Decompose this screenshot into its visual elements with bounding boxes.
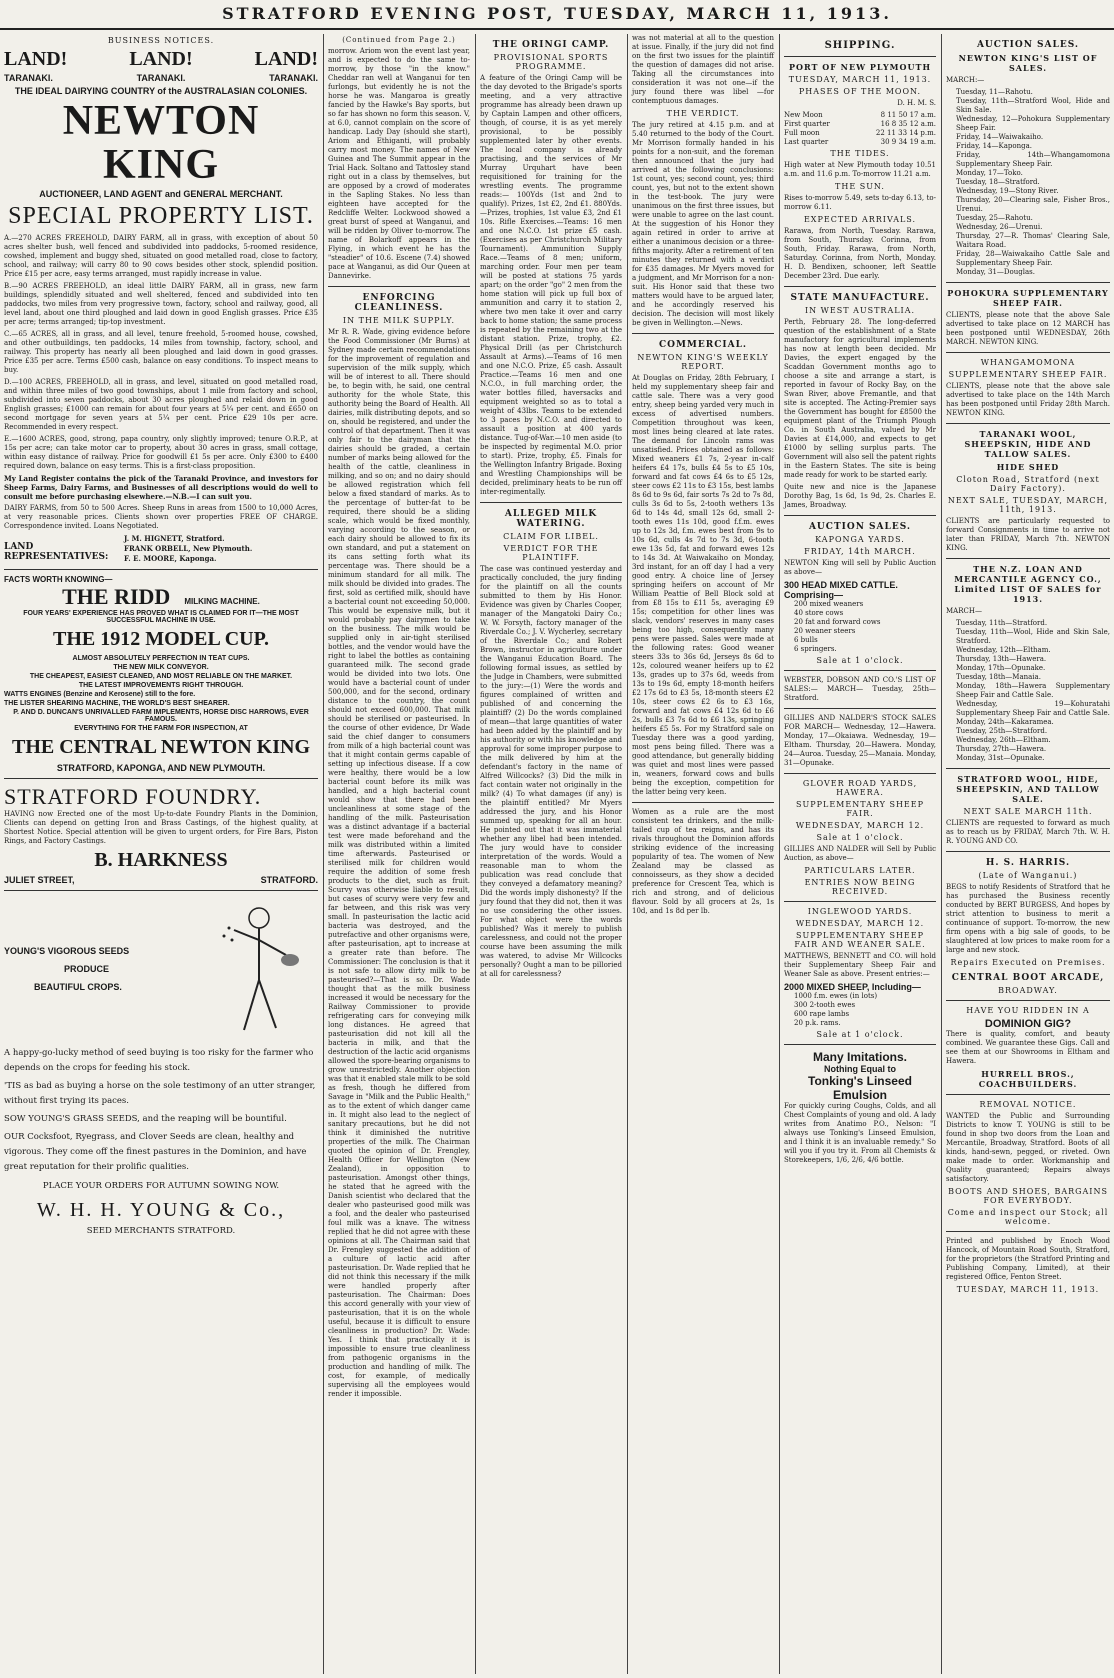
friday-date: FRIDAY, 14th MARCH. (804, 547, 916, 556)
divider (946, 1094, 1110, 1095)
moon-row (784, 138, 936, 147)
whh-young-name: W. H. H. YOUNG & Co., (36, 1199, 286, 1221)
sale-item: Wednesday, 26—Urenui. (956, 223, 1043, 231)
claim-libel-subheading: CLAIM FOR LIBEL. (503, 532, 599, 541)
place-orders-line: PLACE YOUR ORDERS FOR AUTUMN SOWING NOW. (42, 1181, 280, 1191)
beautiful-crops-line: BEAUTIFUL CROPS. (34, 982, 122, 992)
state-manufacture-article: Perth, February 28. The long-deferred question of the establishment of a State manufactory for agricultural implements has now at length been decided. Mr Davies, the expert engaged by the Scaddan Government months ago to choose a site and arrange a start, is reported in favour of Rocky Bay, on the Swan River, above Fremantle, and that site is accepted. The Acting-Premier says the Government has bought for £8500 the equipment plant of the Triumph Plough Co. in South Australia, valued by Mr Davies at £14,000, and expects to get £1000 by selling surplus parts. The Government will also sell the patent rights in the Eastern States. The site is being made ready for work to be started early. (784, 318, 936, 479)
auction-sales-heading: AUCTION SALES. (976, 40, 1080, 50)
loan-sales-list (946, 619, 1110, 763)
tides-text: High water at New Plymouth today 10.51 a.m. and 11.6 p.m. To-morrow 11.21 a.m. (784, 161, 936, 178)
come-inspect: Come and inspect our Stock; all welcome. (947, 1208, 1109, 1226)
auction-sales-heading: AUCTION SALES. (808, 522, 912, 532)
port-heading: PORT OF NEW PLYMOUTH (789, 62, 931, 72)
sale-item: Wednesday, 19—Stony River. (956, 187, 1059, 195)
whangamomona-heading: WHANGAMOMONA (980, 358, 1076, 367)
facts-heading: FACTS WORTH KNOWING— (4, 575, 113, 584)
whangamomona-sub: SUPPLEMENTARY SHEEP FAIR. (948, 370, 1108, 379)
continued-note: (Continued from Page 2.) (342, 36, 456, 44)
juliet-street: JULIET STREET, (4, 875, 75, 885)
sale-item: Tuesday, 11—Rahotu. (956, 88, 1033, 96)
land-word: LAND! (254, 48, 318, 70)
land-representatives (4, 534, 318, 564)
divider (784, 773, 936, 774)
glover-road-yards: GLOVER ROAD YARDS, HAWERA. (802, 779, 918, 797)
divider (946, 1000, 1110, 1001)
moon-phase-label: New Moon (784, 111, 823, 119)
divider (4, 890, 318, 891)
sale-item: Wednesday, 26th—Eltham. (956, 736, 1051, 744)
whangamomona-notice: CLIENTS, please note that the above sale advertised to take place on the 14th March has been postponed until Friday 28th March. NEWTON KING. (946, 382, 1110, 417)
dairy-farms-note: DAIRY FARMS, from 50 to 500 Acres. Sheep Runs in areas from 1500 to 10,000 Acres, at very reasonable prices. Clients shown over properties FREE OF CHARGE. Correspondence invited. Loans Negotiated. (4, 504, 318, 530)
rep-moore: F. E. MOORE, Kaponga. (124, 554, 217, 563)
divider (632, 802, 774, 803)
sheep-item: 20 p.k. rams. (794, 1019, 841, 1027)
gillies-sell: GILLIES AND NALDER will Sell by Public Auction, as above— (784, 845, 936, 862)
harkness-address (4, 875, 318, 885)
divider (946, 851, 1110, 852)
divider (946, 768, 1110, 769)
next-sale: NEXT SALE, TUESDAY, MARCH, 11th, 1913. (947, 496, 1109, 514)
printer-imprint: Printed and published by Enoch Wood Hancock, of Mountain Road South, Stratford, for the proprietors (the Stratford Printing and Publishing Company, Limited), at their registered Office, Fenton Street. (946, 1237, 1110, 1281)
property-b: B.—90 ACRES FREEHOLD, an ideal little DAIRY FARM, all in grass, new farm buildings, splendidly situated and well sheltered, fenced and subdivided into ten paddocks, two miles from very progressive town, factory, school and railway, good, all level land, about one third ploughed and laid down in good English grasses. Price £35 per acre; terms arranged; tip-top investment. (4, 282, 318, 326)
ideal-dairying: THE IDEAL DAIRYING COUNTRY of the AUSTRALASIAN COLONIES. (14, 86, 308, 96)
ridd-title: THE RIDD (62, 584, 171, 609)
entries-received: ENTRIES NOW BEING RECEIVED. (804, 878, 916, 896)
divider (946, 1231, 1110, 1232)
seed-verse-1: A happy-go-lucky method of seed buying is too risky for the farmer who depends on the crops for feeding his stock. (4, 1048, 314, 1073)
auctioneer-line: AUCTIONEER, LAND AGENT and GENERAL MERCHANT. (39, 189, 283, 199)
central-boot-arcade: CENTRAL BOOT ARCADE, (951, 973, 1105, 983)
sale-item: Thursday, 27—R. Thomas' Clearing Sale, Waitara Road. (956, 232, 1110, 249)
tonkings-body: For quickly curing Coughs, Colds, and all Chest Complaints of young and old. A lady writes from Anatimo P.O., Nelson: "I always use Tonking's Linseed Emulsion, and I think it is an invaluable remedy." So will you if you try it. From all Chemists & Storekeepers, 1/6, 2/6, 4/6 bottle. (784, 1102, 936, 1164)
tides-heading: THE TIDES. (830, 149, 890, 158)
rep-hignett: J. M. HIGNETT, Stratford. (124, 534, 225, 543)
divider (784, 708, 936, 709)
verdict-heading: THE VERDICT. (666, 109, 740, 118)
sale-time: Sale at 1 o'clock. (816, 1030, 904, 1039)
watts-engines-line: WATTS ENGINES (Benzine and Kerosene) still to the fore. (4, 691, 196, 698)
reps-label: LAND REPRESENTATIVES: (4, 542, 109, 562)
moon-columns: D. H. M. S. (897, 99, 936, 107)
moon-phases-heading: PHASES OF THE MOON. (798, 87, 922, 96)
sale-item: Wednesday, 19—Kohuratahi Supplementary Sheep Fair and Cattle Sale. (956, 700, 1110, 717)
harris-late: (Late of Wanganui.) (978, 871, 1078, 880)
property-a: A.—270 ACRES FREEHOLD, DAIRY FARM, all in grass, with exception of about 50 acres shelter bush, well fenced and subdivided into paddocks, 5-roomed residence, cowshed, implement and buggy shed, situated on good metalled road, close to factory, school, and railway; will carry 80 to 90 cows besides other stock, splendid position. Price £15 per acre, easy terms arranged, must rapidly increase in value. (4, 234, 318, 278)
verdict-article: The jury retired at 4.15 p.m. and at 5.40 returned to the body of the Court. Mr Morrison formally handed in his points for a non-suit, and the foreman then announced that the jury had arrived at the following conclusions: 1st count, yes; second count, yes; third count, yes, but not to the extent shown in the test-book. The jury were unanimous on the first three issues, but were unable to agree on the last count. At the suggestion of his Honor they again retired in order to arrive at either a unanimous decision or a three-fifths majority. After a retirement of ten minutes they returned with a verdict for £35 damages. Mr Myers moved for a judgment, and Mr Morrison for a non-suit. His Honor said that these two matters would have to be argued later, and he accordingly reserved his decision. The decision will most likely be given in Wellington.—News. (632, 121, 774, 327)
weekly-report-subheading: NEWTON KING'S WEEKLY REPORT. (637, 353, 769, 371)
hide-shed: HIDE SHED (996, 462, 1060, 472)
everything-line: EVERYTHING FOR THE FARM FOR INSPECTION, AT (74, 725, 248, 732)
arrivals-heading: EXPECTED ARRIVALS. (803, 215, 917, 224)
land-word: LAND! (129, 48, 193, 70)
sale-item: Wednesday, 12th—Eltham. (956, 646, 1051, 654)
broadway-line: BROADWAY. (998, 986, 1058, 995)
divider (4, 569, 318, 570)
cheapest-line: THE CHEAPEST, EASIEST CLEANED, AND MOST RELIABLE ON THE MARKET. (29, 673, 293, 680)
divider (784, 286, 936, 287)
sale-time: Sale at 1 o'clock. (816, 833, 904, 842)
divider (632, 333, 774, 334)
sheep-list (784, 992, 936, 1028)
seed-verse-2: 'TIS as bad as buying a horse on the sole testimony of an utter stranger, without first trying its paces. (4, 1081, 316, 1106)
taranaki-word: TARANAKI. (4, 73, 53, 83)
sheep-item: 1000 f.m. ewes (in lots) (794, 992, 878, 1000)
young-notice: CLIENTS are requested to forward as much as to reach us by FRIDAY, March 7th. W. H. R. YOUNG AND CO. (946, 819, 1110, 845)
milk-watering-heading: ALLEGED MILK WATERING. (504, 509, 598, 529)
divider (328, 286, 470, 287)
sale-item: Thursday, 20—Clearing sale, Fisher Bros., Urenui. (956, 196, 1110, 213)
repairs-line: Repairs Executed on Premises. (950, 958, 1106, 967)
sale-item: Tuesday, 11th—Stratford Wool, Hide and Skin Sale. (956, 97, 1110, 114)
sheep-item: 600 rape lambs (794, 1010, 850, 1018)
libel-article-continued: was not material at all to the question at issue. Finally, if the jury did not find on the first two issues for the plaintiff the question of damages did not arise. Taking all the circumstances into consideration it was not one—if the jury found there was libel —for contemptuous damages. (632, 34, 774, 105)
cattle-item: 200 mixed weaners (794, 600, 864, 608)
newton-king-sell: NEWTON King will sell by Public Auction as above— (784, 559, 936, 576)
oringi-camp-heading: THE ORINGI CAMP. (492, 40, 610, 50)
moon-phase-time: 8 11 50 17 a.m. (880, 111, 936, 119)
shipping-heading: SHIPPING. (824, 40, 896, 51)
moon-phase-time: 16 8 35 12 a.m. (880, 120, 936, 128)
sale-item: Monday, 31st—Opunake. (956, 754, 1045, 762)
cattle-item: 6 bulls (794, 636, 818, 644)
stratford-town: STRATFORD. (260, 875, 318, 885)
ridden-line: HAVE YOU RIDDEN IN A (966, 1006, 1090, 1015)
wednesday-date: WEDNESDAY, MARCH 12. (795, 919, 925, 928)
inglewood-yards: INGLEWOOD YARDS. (807, 907, 913, 916)
particulars-later: PARTICULARS LATER. (804, 866, 916, 875)
moon-phase-time: 22 11 33 14 p.m. (875, 129, 936, 137)
removal-heading: REMOVAL NOTICE. (979, 1100, 1077, 1109)
milk-supply-subheading: IN THE MILK SUPPLY. (342, 316, 456, 325)
divider (480, 502, 622, 503)
stratford-foundry-title: STRATFORD FOUNDRY. (4, 784, 262, 809)
sale-item: Friday, 14—Waiwakaiho. (956, 133, 1044, 141)
weekly-report-article: At Douglas on Friday, 28th February, I held my supplementary sheep fair and cattle sale. There was a very good entry, sheep being yarded very much in excess of advertised numbers. Competition throughout was keen, most lines being cleared at late rates. The demand for Lincoln rams was unsatisfied. Prices obtained as follows: Mixed weaners £1 7s, 2-year in-calf heifers £4 17s, bulls £4 5s to £5 10s, forward and fat cows £4 6s to £5 12s, steer cows £2 11s to £3 15s, best lambs 8s 6d to 9s 6d, fair sorts 7s 2d to 7s 8d, culls 3s 6d to 5s, 2-tooth wethers 13s 6d to 14s 4d, small 12s 6d, small 2-tooth ewes 11s 10d, good f.f.m. ewes up to 12s 3d, f.m. ewes best from 9s to 10s 6d, culls 4s 7d to 7s 3d, 6-tooth ewe 13s 5d, fat and forward ewes 12s to 14s 3d. At Waiwakaiho on Monday, 3rd instant, for an off day I had a very good entry. A choice line of Jersey springing heifers on account of Mr William Peattie of Bell Block sold at from £8 15s to £11 5s, averaging £9 15s; competition for other lines was slack, vendors' reserves in many cases being too high, consequently many pens were passed. Sales were made at the following rates: Good weaner steers 33s to 36s 6d, Jerseys 8s 6d to 12s, coloured weaner heifers up to £2 13s, grades up to 37s 6d, weeds from 13s to 19s 6d, empty 18-month heifers £2 17s 6d to £3 5s, 18-month steers £2 10s, steer cows £2 6s to £3 16s, forward and fat cows £4 12s 6d to £6 2s, bulls £3 7s 6d to £6 13s, springing heifers £5 5s. For my Stratford sale on Tuesday there was a good yarding, most pens being filled. There was a good attendance, but generally bidding was quiet and most lines were passed in, weaners, forward cows and bulls being the exception, competition for the latter being very keen. (632, 374, 774, 796)
land-register-note: My Land Register contains the pick of the Taranaki Province, and investors for Sheep Farms, Dairy Farms, and Businesses of all descriptions would do well to consult me before purchasing elsewhere.—N.B.—I can suit you. (4, 474, 318, 501)
sale-time: Sale at 1 o'clock. (816, 656, 904, 665)
wednesday-date: WEDNESDAY, MARCH 12. (795, 821, 925, 830)
nothing-equal: Nothing Equal to (824, 1064, 896, 1074)
property-e: E.—1600 ACRES, good, strong, papa country, only slightly improved; tenure O.R.P., at 15s per acre; can take motor car to property, about 30 acres in grass, small cottage, within easy distance of railway. Price for goodwill £1 5s per acre. Only £300 to £400 required down, balance on easy terms. This is a first-class proposition. (4, 435, 318, 470)
sale-item: Friday, 14th—Whangamomona Supplementary Sheep Fair. (956, 151, 1110, 168)
harkness-name: B. HARKNESS (94, 849, 228, 871)
sale-item: Thursday, 27th—Hawera. (956, 745, 1047, 753)
dominion-gig: DOMINION GIG? (984, 1018, 1072, 1030)
moon-row (784, 111, 936, 120)
divider (784, 670, 936, 671)
taranaki-word: TARANAKI. (269, 73, 318, 83)
enforcing-cleanliness-heading: ENFORCING CLEANLINESS. (354, 293, 444, 313)
sale-item: Friday, 14—Kaponga. (956, 142, 1032, 150)
rep-orbell: FRANK ORBELL, New Plymouth. (124, 544, 253, 553)
newton-king-list: NEWTON KING'S LIST OF SALES. (958, 53, 1098, 73)
cloton-road: Cloton Road, Stratford (next Dairy Factory). (956, 475, 1100, 493)
column-commercial (628, 34, 778, 1674)
hurrell-bros: HURRELL BROS., COACHBUILDERS. (978, 1069, 1078, 1089)
matthews-bennett-sale: MATTHEWS, BENNETT and CO. will hold their Supplementary Sheep Fair and Weaner Sale as above. Present entries:— (784, 952, 936, 978)
pohokura-notice: CLIENTS, please note that the above Sale advertised to take place on 12 MARCH has been postponed until WEDNESDAY, 26th MARCH. NEWTON KING. (946, 311, 1110, 346)
arrivals-text: Rarawa, from North, Tuesday. Rarawa, from South, Thursday. Corinna, from South, Friday. Rarawa, from North, Saturday. Corinna, from North, Monday. H. D. Bendixen, schooner, left Seattle December 23rd. Due early. (784, 227, 936, 280)
verdict-subheading: VERDICT FOR THE PLAINTIFF. (503, 544, 599, 562)
column-business-notices (0, 34, 322, 1674)
dorothy-bag-ad: Quite new and nice is the Japanese Dorothy Bag, 1s 6d, 1s 9d, 2s. Charles E. James, Broadway. (784, 483, 936, 509)
property-d: D.—100 ACRES, FREEHOLD, all in grass, and level, situated on good metalled road, and within three miles of two good townships, about 1 mile from factory and school, subdivided into seven paddocks, about 30 acres ploughed and relaid down in good English grasses; £1000 can remain for about four years at 5¼ per cent. and £650 on second mortgage for seven years at 5¼ per cent. Price £29 10s per acre. Recommended in every respect. (4, 378, 318, 431)
moon-row (784, 120, 936, 129)
young-seeds-line: YOUNG'S VIGOROUS SEEDS (4, 946, 130, 956)
next-sale-march: NEXT SALE MARCH 11th. (963, 807, 1093, 816)
sale-item: Tuesday, 11th—Stratford. (956, 619, 1048, 627)
newton-king-title: NEWTON KING (62, 98, 260, 188)
moon-phase-label: Full moon (784, 129, 820, 137)
sun-text: Rises to-morrow 5.49, sets to-day 6.13, to-morrow 6.11. (784, 194, 936, 211)
racing-notes: morrow. Ariom won the event last year, and is expected to do the same to-morrow, by those "in the know." Cheddar ran well at Wanganui for ten furlongs, but evidently he is not the horse he was. Mangaroa is greatly fancied by the Hawke's Bay sports, but so far has shown no form this season. V, at 6.0, cannot complain on the score of handicap. Lady Day (should she start), Ariom and Ethiganti, will probably carry most money. The names of New Guinea and The Summit appear in the Trial Hack. Soltano and Tattosley stand right out in a class by themselves, but are opposed by a crowd of moderates in the Sapling Stakes. No less than eighteen have accepted for the Redcliffe Welter. Lockwood showed a great burst of speed at Wanganui, and will be ridden by Oliver to-morrow. The name of Bolarkoff appears in the Flying, in which event he has the "steadier" of 10.6. Escene (7.4) showed pace at Wanganui, as did Our Queen at Dannevirke. (328, 47, 470, 280)
sale-item: Tuesday, 11th—Wool, Hide and Skin Sale, Stratford. (956, 628, 1110, 645)
march-label: MARCH— (946, 607, 982, 615)
seed-verse-4: OUR Cocksfoot, Ryegrass, and Clover Seeds are clean, healthy and vigorous. They come off the finest pastures in the Dominion, and have great reputation for their prolific qualities. (4, 1132, 307, 1172)
sales-list (946, 88, 1110, 277)
nz-loan-heading: THE N.Z. LOAN AND MERCANTILE AGENCY CO., Limited LIST OF SALES for 1913. (954, 564, 1102, 604)
sale-item: Monday, 24th—Kakaramea. (956, 718, 1054, 726)
sale-item: Thursday, 13th—Hawera. (956, 655, 1047, 663)
seed-merchants-line: SEED MERCHANTS STRATFORD. (86, 1226, 236, 1236)
libel-article: The case was continued yesterday and practically concluded, the jury finding for the plaintiff on all the counts submitted to them by His Honor. Evidence was given by Charles Cooper, manager of the Mangatoki Dairy Co.; W. W. Forsyth, factory manager of the Riverdale Co.; J. V. Wycherley, secretary of the Riverdale Co.; and Robert Brown, instructor in agriculture under the Wanganui Education Board. The following formal issues, as settled by the Judge in Chambers, were submitted to the jury:—(1) Were the words and figures complained of written and published of and concerning the plaintiff? (2) Do the words complained of mean—that large quantities of water had been added by the plaintiff and by his authority or with his knowledge and approval for some improper purpose to the milk delivered by him at the defendant's factory in the name of Alfred Willcocks? (3) Did the milk in fact contain water not originally in the milk? (4) To what damages (if any) is the plaintiff entitled? Mr Myers addressed the jury, and his Honor summed up, speaking for all an hour. He pointed out that it was immaterial whether any libel had been intended. The jury would have to consider interpretation of the words. Would a reasonable man to whom the publication was read conclude that they conveyed a defamatory meaning? Did the words imply dishonesty? If the jury found that they did not, then it was no use considering the other issues. For what object were the words published? Was it merely to publish carelessness, and could not the proper course have been assuming the milk was watered, to advise Mr Willcocks personally? Ought a man to be pilloried at all for carelessness? (480, 565, 622, 978)
divider (4, 778, 318, 779)
divider (946, 282, 1110, 283)
milk-supply-article: Mr R. R. Wade, giving evidence before the Food Commissioner (Mr Burns) at Sydney made certain recommendations for the improvement of regulation and supervision of the milk supply, which will be of interest to all. There should be, to begin with, he said, one central authority for the whole State, this authority being the Board of Health. All dairies, milk distributing depots, and so on, should be registered, and under the control of that department. Then it was only fair to the dairyman that the dairies should be graded, a certain number of marks being allowed for the health of the cattle, cleanliness in milking, and so on; and no dairy should be allowed registration which fell below a fixed standard of marks. As to the percentage of butter-fat to be required, there should be a sliding scale, which would be fixed monthly, varying according to the season, or each dairy should be allowed to fix its own standard, and put a statement on its cans setting forth what its percentage was. There should be a minimum standard for all milk. The milk should be divided into grades. The first, sold as certified milk, should have a bacterial count not exceeding 50,000. This would be expensive milk, but it would probably pay dairymen to take on the business. The milk would be supplied only in air-tight sterilised bottles, and the vendor would have the right to label the bottles as containing guaranteed milk. The second grade would be divided into two lots. One would have a bacterial count of under 500,000, and for the second, ordinary distance to the country, the count should not exceed 600,000. That milk should be sterilised or pasteurised. In the course of other evidence, Dr Wade said the chief danger to consumers from milk of a high bacterial count was that it might contain germs capable of setting up infectious disease. If a cow were healthy, there would be a low bacterial count before its milk was handled, and a high bacterial count would show that there had been uncleanliness at some stage of the handling of the milk. Pasteurisation was a distinct advantage if a bacterial test were made beforehand and the milk was distributed within a limited time afterwards. Pasteurised or sterilised milk for children would require the addition of some fresh products to the diet, such as fruit. Scurvy was otherwise liable to result, but cases of scurvy were very few and far between, and this risk was very small. In pasteurisation the lactic acid bacteria was destroyed, and the putrefactive and other organisms were, after pasteurisation, apt to increase at a greater rate than before. The Commissioner: The conclusion is that it is not safe to allow dirty milk to be pasteurised?—That is so. Dr. Wade thought that as the milk business increased it would be necessary for the Railway Commissioner to provide refrigerating cars for conveying milk long distances. He agreed that pasteurisation did not kill all the bacteria in milk, and that the destruction of the lactic acid organisms allowed the spore-bearing organisms to grow unrestrictedly. Another objection was that it enabled stale milk to be sold as fresh, though he differed from Savage in "Milk and the Public Health," as to the extent of which danger came in. It might also lead to the neglect of sanitary precautions, but he did not think it diminished the nutritive properties of the milk. The Chairman quoted the opinion of Dr. Frengley, Health Officer for Wellington (New Zealand), in opposition to pasteurisation. Amongst other things, he stated that he agreed with the Danish scientist who declared that the dealer who pasteurised good milk was a fool, and the dealer who pasteurised foul milk was a knave. The witness replied that he did not agree with these opinions at all. The Chairman said that Dr. Frengley suggested the addition of a culture of lactic acid after pasteurisation. Dr. Wade replied that he did not think this necessary if the milk were handled properly after pasteurisation. The Chairman: Does this accord generally with your view of pasteurisation, that it is on the whole useful, because it is difficult to ensure cleanliness in production? Dr. Wade: Yes. I think that practically it is impossible to ensure true cleanliness from pathogenic organisms in the production and handling of milk. The cost, for example, of medically supervising all the employees would render it impossible. (328, 328, 471, 1398)
moon-table (784, 111, 936, 147)
divider (946, 352, 1110, 353)
moon-phase-label: Last quarter (784, 138, 829, 146)
moon-phase-time: 30 9 34 19 a.m. (880, 138, 936, 146)
wool-sales-heading: TARANAKI WOOL, SHEEPSKIN, HIDE AND TALLOW SALES. (964, 429, 1092, 459)
divider (784, 56, 936, 57)
west-australia-subheading: IN WEST AUSTRALIA. (804, 306, 916, 315)
consignments-notice: CLIENTS are particularly requested to forward Consignments in time to arrive not later than FRIDAY, March 7th. NEWTON KING. (946, 517, 1110, 552)
many-imitations: Many Imitations. (812, 1050, 907, 1064)
seed-verse-3: SOW YOUNG'S GRASS SEEDS, and the reaping will be bountiful. (4, 1114, 287, 1124)
moon-phase-label: First quarter (784, 120, 830, 128)
model-cup-title: THE 1912 MODEL CUP. (53, 628, 269, 650)
sale-item: Tuesday, 18—Stratford. (956, 178, 1040, 186)
taranaki-word: TARANAKI. (136, 73, 186, 83)
divider (784, 901, 936, 902)
sale-item: Monday, 18th—Hawera Supplementary Sheep Fair and Cattle Sale. (956, 682, 1110, 699)
removal-notice: WANTED the Public and Surrounding Districts to know T. YOUNG is still to be found in shop two doors from the Loan and Mercantile, Broadway, Stratford. Boots of all kinds, hand-sewn, pegged, or riveted. Own make made to order. Workmanship and Quality guaranteed; Repairs always satisfactory. (946, 1112, 1110, 1183)
supplementary-weaner-sale: SUPPLEMENTARY SHEEP FAIR AND WEANER SALE. (794, 931, 926, 949)
column-auction-sales (942, 34, 1114, 1674)
cattle-item: 20 fat and forward cows (794, 618, 881, 626)
column-oringi-camp (476, 34, 626, 1674)
property-c: C.—65 ACRES, all in grass, and all level, tenure freehold, 5-roomed house, cowshed, and other outbuildings, ten paddocks, 14 miles from township, factory, school, and railway. This property has nearly all been ploughed and laid down in good grasses. Price £35 per acre. Terms £500 cash, balance on easy conditions. To inspect means to buy. (4, 330, 318, 374)
lister-line: THE LISTER SHEARING MACHINE, THE WORLD'S BEST SHEARER. (4, 700, 230, 707)
boots-shoes: BOOTS AND SHOES, BARGAINS FOR EVERYBODY. (948, 1187, 1108, 1205)
mixed-sheep-heading: 2000 MIXED SHEEP, Including— (784, 982, 921, 992)
teat-cups-line: ALMOST ABSOLUTELY PERFECTION IN TEAT CUPS. (72, 655, 250, 662)
column-milk-supply (324, 34, 474, 1674)
land-word: LAND! (4, 48, 68, 70)
masthead: STRATFORD EVENING POST, TUESDAY, MARCH 11, 1913. (0, 0, 1114, 30)
column-shipping (780, 34, 940, 1674)
shipping-date: TUESDAY, MARCH 11, 1913. (788, 75, 932, 84)
cattle-item: 40 store cows (794, 609, 844, 617)
sports-programme-subheading: PROVISIONAL SPORTS PROGRAMME. (493, 53, 609, 71)
milking-machine-label: MILKING MACHINE. (184, 597, 260, 606)
duncan-line: P. AND D. DUNCAN'S UNRIVALLED FARM IMPLEMENTS, HORSE DISC HARROWS, EVER FAMOUS. (13, 709, 309, 723)
notices-heading: BUSINESS NOTICES. (107, 36, 215, 45)
divider (946, 423, 1110, 424)
sheep-item: 300 2-tooth ewes (794, 1001, 856, 1009)
commercial-heading: COMMERCIAL. (658, 340, 748, 350)
taranaki-row (4, 73, 318, 83)
cattle-item: 20 weaner steers (794, 627, 856, 635)
produce-line: PRODUCE (64, 964, 110, 974)
pohokura-heading: POHOKURA SUPPLEMENTARY SHEEP FAIR. (947, 288, 1109, 308)
gillies-nalder-sales: GILLIES AND NALDER'S STOCK SALES FOR MARCH— Wednesday, 12—Hawera. Monday, 17—Okaiawa. Wednesday, 19—Eltham. Thursday, 20—Hawera. Monday, 24—Auroa. Tuesday, 25—Manaia. Monday, 31—Opunake. (784, 714, 936, 767)
divider (784, 515, 936, 516)
sale-item: Monday, 31—Douglas. (956, 268, 1035, 276)
cattle-item: 6 springers. (794, 645, 837, 653)
gig-notice: There is quality, comfort, and beauty combined. We guarantee these Gigs. Call and see them at our Showrooms in Eltham and Hawera. (946, 1030, 1110, 1065)
harris-notice: BEGS to notify Residents of Stratford that he has purchased the Business recently conducted by BERT BURGESS, And hopes by strict attention to business to merit a continuance of support. To-morrow, the new firm opens with a big sale of goods, to be slaughtered at low prices to make room for a large and new stock. (946, 883, 1110, 954)
stratford-wool-heading: STRATFORD WOOL, HIDE, SHEEPSKIN, AND TALLOW SALE. (956, 774, 1100, 804)
sale-item: Tuesday, 25th—Stratford. (956, 727, 1048, 735)
milk-conveyor-line: THE NEW MILK CONVEYOR. (113, 664, 209, 671)
crescent-tea-ad: Women as a rule are the most consistent tea drinkers, and the milk-tailed cup of tea reigns, and has its rivals throughout the Dominion affords striking evidence of the increasing popularity of tea. The women of New Zealand may be classed as connoisseurs, as they show a decided preference for Crescent Tea, which is rich and strong, and of delicious flavour. Sold by all grocers at 2s, 1s 10d, and 1s 8d per lb. (632, 808, 774, 915)
land-banner (4, 48, 318, 71)
sun-heading: THE SUN. (835, 182, 885, 191)
branches-line: STRATFORD, KAPONGA, AND NEW PLYMOUTH. (56, 763, 266, 773)
mixed-cattle-heading: 300 HEAD MIXED CATTLE. Comprising— (784, 580, 898, 600)
divider (946, 558, 1110, 559)
sale-item: Friday, 28—Waiwakaiho Cattle Sale and Supplementary Sheep Fair. (956, 250, 1110, 267)
divider (784, 1044, 936, 1045)
central-newton-king: THE CENTRAL NEWTON KING (11, 736, 311, 758)
sale-item: Wednesday, 12—Pohokura Supplementary Sheep Fair. (956, 115, 1110, 132)
kaponga-yards: KAPONGA YARDS. (815, 535, 905, 544)
supplementary-fair: SUPPLEMENTARY SHEEP FAIR. (796, 800, 924, 818)
camp-article: A feature of the Oringi Camp will be the day devoted to the Brigade's sports meeting, and a very attractive programme has already been drawn up by Captain Lampen and other officers, though, of course, it is as yet merely provisional, to be possibly supplemented later by other events. The local company is already practising, and the services of Mr Murray Urquhart have been requisitioned for training for the wrestling events. The programme reads:— 100Yds (1st and 2nd to qualify). Prizes, 1st £2, 2nd £1. 880Yds.—Prizes, trophies, 1st value £3, 2nd £1 10s. Rifle Exercises.—Teams: 16 men and one N.C.O. 1st prize £5 cash. (Exercises as per Christchurch Military Tournament). Ammunition Supply Race.—Teams of 8 men; uniform, marching order. Four men per team will be posted at stations 75 yards apart; on the order "go" 2 men from the home station will pick up full box of ammunition and carry it to station 2, where two men take it over and carry back to home station; the same process is repeated by the remaining two at the distant station. Prize, trophy, £2. Physical Drill (as per Christchurch Assault at Arms).—Teams of 16 men and one N.C.O. Prize, £5 cash. Assault Practice.—Teams 16 men and one N.C.O., in full marching order, the water bottles filled, haversacks and equipment weighted so as to total a weight of 43lbs. Teams to be extended to 3 paces by N.C.O. and directed to assault a position at 400 yards distance. Tug-of-War.—10 men aside (to be inspected by regimental M.O. prior to start). Prize, trophy, £5. Finals for the Wellington Infantry Brigade. Boxing and Wrestling Championships will be decided, preliminary heats to be run off inter-regimentally. (480, 74, 622, 496)
sale-item: Tuesday, 25—Rahotu. (956, 214, 1033, 222)
sale-item: Monday, 17—Toko. (956, 169, 1023, 177)
sower-illustration-icon (214, 900, 304, 1040)
foundry-body: HAVING now Erected one of the most Up-to-date Foundry Plants in the Dominion, Clients can depend on getting Iron and Brass Castings, of the highest quality, at Shortest Notice. Special attention will be given to urgent orders, for Fire Bars, Piston Rings, and Factory Castings. (4, 810, 318, 845)
imprint-date: TUESDAY, MARCH 11, 1913. (956, 1285, 1100, 1294)
latest-improvements-line: THE LATEST IMPROVEMENTS RIGHT THROUGH. (78, 682, 244, 689)
harris-name: H. S. HARRIS. (985, 858, 1071, 868)
sale-item: Monday, 17th—Opunake. (956, 664, 1046, 672)
cattle-list (784, 600, 936, 654)
moon-row (784, 129, 936, 138)
tonkings-emulsion-title: Tonking's Linseed Emulsion (808, 1074, 912, 1102)
march-label: MARCH:— (946, 76, 985, 84)
four-years-line: FOUR YEARS' EXPERIENCE HAS PROVED WHAT IS CLAIMED FOR IT—THE MOST SUCCESSFUL MACHINE IN USE. (23, 610, 299, 624)
webster-dobson-sales: WEBSTER, DOBSON AND CO.'S LIST OF SALES:— MARCH— Tuesday, 25th—Stratford. (784, 676, 936, 702)
sale-item: Tuesday, 18th—Manaia. (956, 673, 1041, 681)
state-manufacture-heading: STATE MANUFACTURE. (790, 293, 930, 303)
special-property-heading: SPECIAL PROPERTY LIST. (8, 203, 314, 229)
